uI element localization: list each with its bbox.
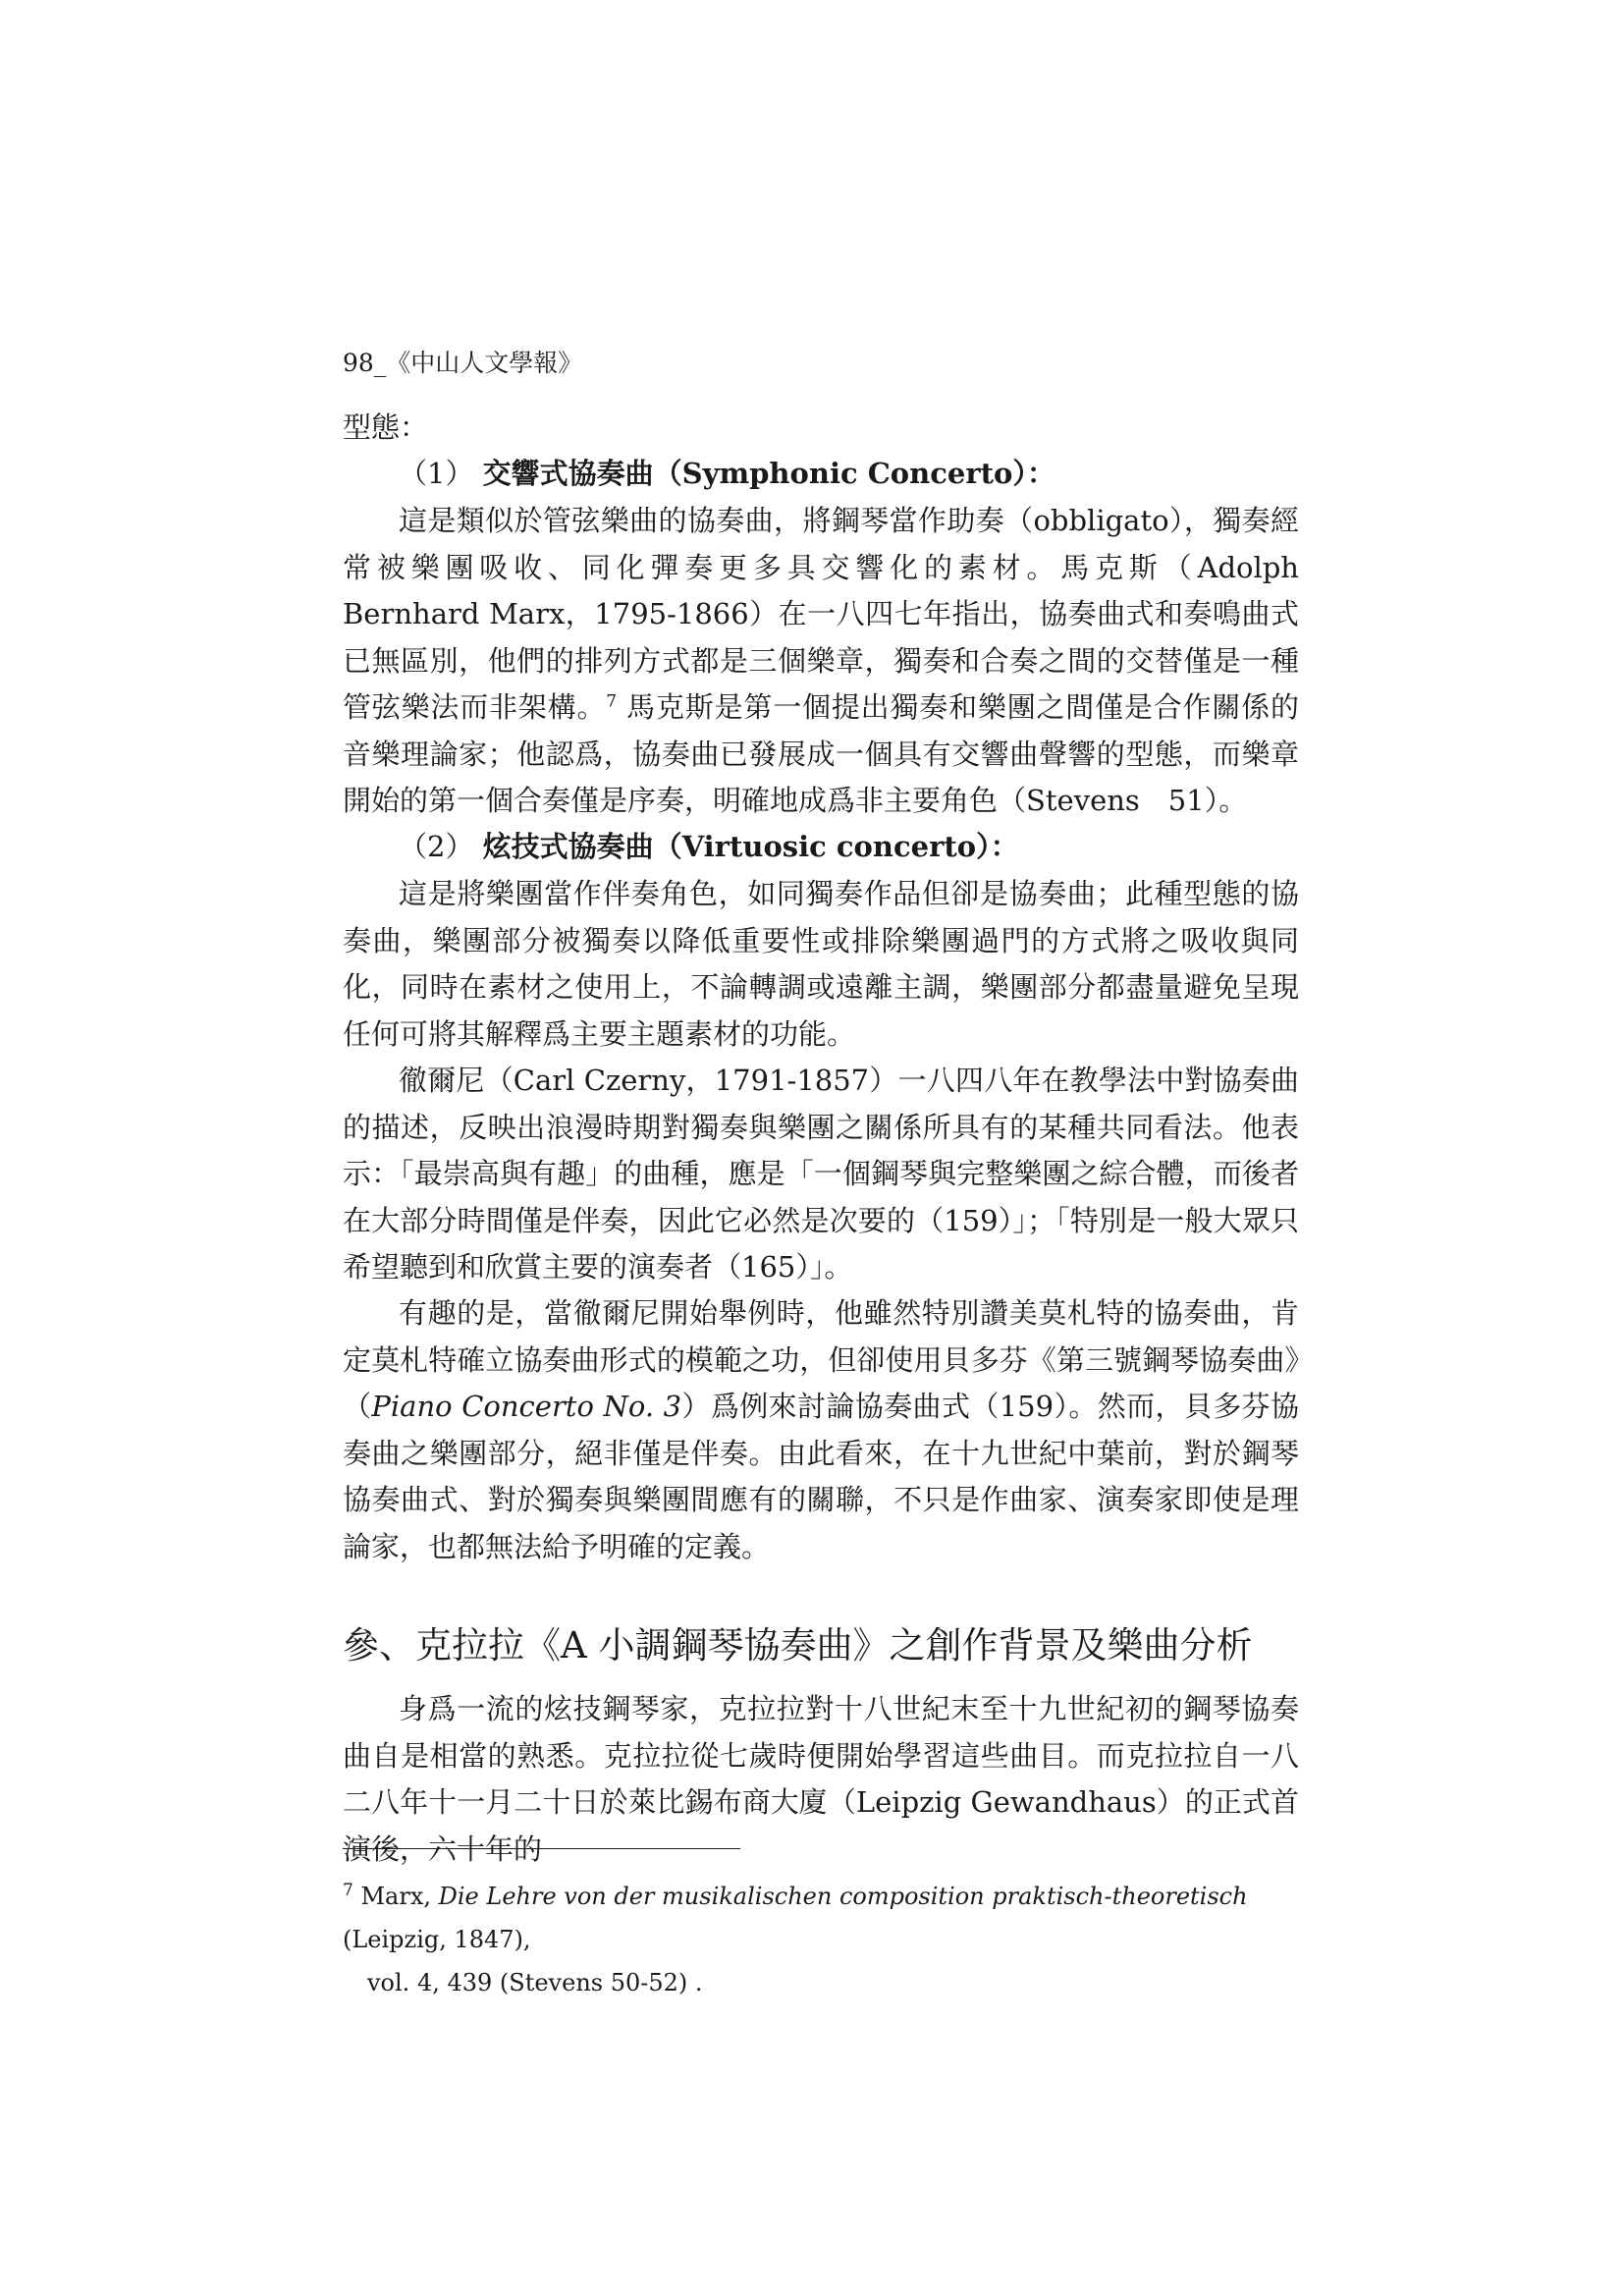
paragraph-3 bbox=[343, 1058, 1299, 1291]
subheading-1-title: 交響式協奏曲（Symphonic Concerto）： bbox=[482, 457, 1055, 490]
paragraph-4-text: 有趣的是，當徹爾尼開始舉例時，他雖然特別讚美莫札特的協奏曲，肯定莫札特確立協奏曲形式的模範之功，但卻使用貝多芬《第三號鋼琴協奏曲》（Piano Concerto No. 3）爲例來討論協奏曲式（159）。然而，貝多芬協奏曲之樂團部分，絕非僅是伴奏。由此看來，在十九世紀中葉前，對於鋼琴協奏曲式、對於獨奏與樂團間應有的關聯，不只是作曲家、演奏家即使是理論家，也都無法給予明確的定義。 bbox=[343, 1296, 1299, 1563]
paragraph-4 bbox=[343, 1290, 1299, 1570]
section-title: 參、克拉拉《A 小調鋼琴協奏曲》之創作背景及樂曲分析 bbox=[343, 1624, 1253, 1667]
paragraph-1 bbox=[343, 498, 1299, 825]
subheading-2 bbox=[343, 824, 1299, 871]
cited-work-title: Die Lehre von der musikalischen composition praktisch-theoretisch bbox=[438, 1883, 1248, 1910]
running-header: 98_《中山人文學報》 bbox=[343, 349, 583, 377]
paragraph-1-text: 這是類似於管弦樂曲的協奏曲，將鋼琴當作助奏（obbligato），獨奏經常被樂團吸收、同化彈奏更多具交響化的素材。馬克斯（Adolph Bernhard Marx，1795-1866）在一八四七年指出，協奏曲式和奏鳴曲式已無區別，他們的排列方式都是三個樂章，獨奏和合奏之間的交替僅是一種管弦樂法而非架構。$^7$ 馬克斯是第一個提出獨奏和樂團之間僅是合作關係的音樂理論家；他認爲，協奏曲已發展成一個具有交響曲聲響的型態，而樂章開始的第一個合奏僅是序奏，明確地成爲非主要角色（Stevens 51）。 bbox=[343, 504, 1299, 817]
footnote-line-1: $^7$ Marx, Die Lehre von der musikalischen composition praktisch-theoretisch (Leipzig, 1847), bbox=[343, 1881, 1248, 1953]
lead-text bbox=[343, 405, 1299, 452]
footnote-line-2: vol. 4, 439 (Stevens 50-52) . bbox=[367, 1969, 703, 1996]
footnote-number: 7 bbox=[343, 1881, 353, 1900]
paragraph-2-text: 這是將樂團當作伴奏角色，如同獨奏作品但卻是協奏曲；此種型態的協奏曲，樂團部分被獨奏以降低重要性或排除樂團過門的方式將之吸收與同化，同時在素材之使用上，不論轉調或遠離主調，樂團部分都盡量避免呈現任何可將其解釋爲主要主題素材的功能。 bbox=[343, 877, 1299, 1051]
paragraph-5-text: 身爲一流的炫技鋼琴家，克拉拉對十八世紀末至十九世紀初的鋼琴協奏曲自是相當的熟悉。克拉拉從七歲時便開始學習這些曲目。而克拉拉自一八二八年十一月二十日於萊比錫布商大廈（Leipzig Gewandhaus）的正式首演後，六十年的 bbox=[343, 1692, 1299, 1866]
footnote-7 bbox=[343, 1875, 1299, 2004]
paragraph-5 bbox=[343, 1686, 1299, 1873]
subheading-2-label: （2） bbox=[399, 830, 474, 863]
footnote-ref-7[interactable]: 7 bbox=[606, 691, 618, 712]
section-heading bbox=[343, 1617, 1299, 1674]
subheading-1 bbox=[343, 451, 1299, 498]
paragraph-3-text: 徹爾尼（Carl Czerny，1791-1857）一八四八年在教學法中對協奏曲的描述，反映出浪漫時期對獨奏與樂團之關係所具有的某種共同看法。他表示：「最崇高與有趣」的曲種，應是「一個鋼琴與完整樂團之綜合體，而後者在大部分時間僅是伴奏，因此它必然是次要的（159）」；「特別是一般大眾只希望聽到和欣賞主要的演奏者（165）」。 bbox=[343, 1064, 1299, 1284]
paragraph-2 bbox=[343, 871, 1299, 1058]
footnote-separator bbox=[343, 1848, 740, 1849]
lead-line: 型態： bbox=[343, 410, 429, 444]
subheading-1-label: （1） bbox=[399, 457, 474, 490]
subheading-2-title: 炫技式協奏曲（Virtuosic concerto）： bbox=[482, 830, 1019, 863]
